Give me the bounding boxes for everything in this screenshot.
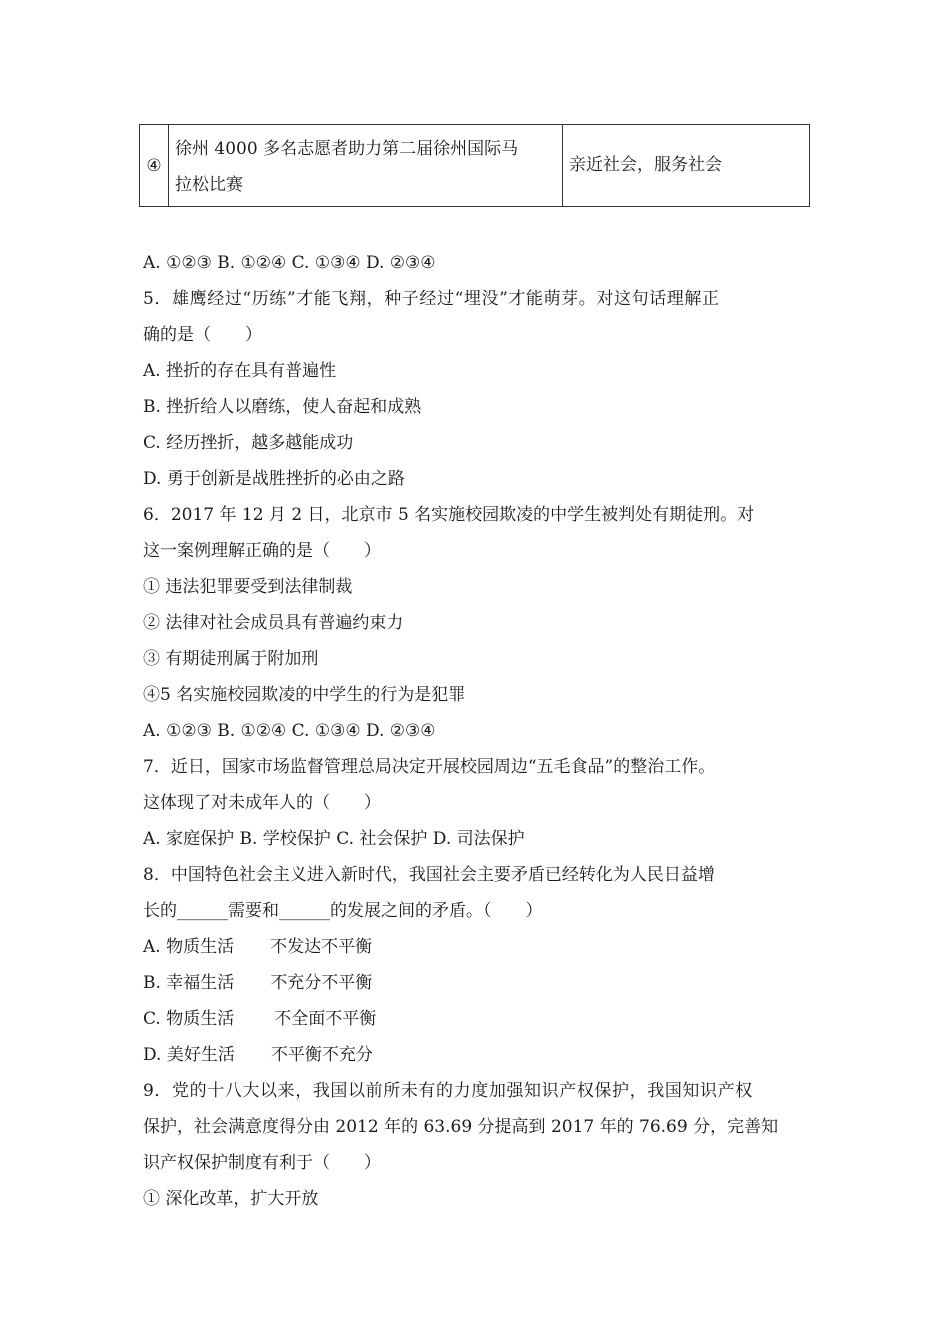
q5-stem-line-1: 5．雄鹰经过“历练”才能飞翔，种子经过“埋没”才能萌芽。对这句话理解正: [143, 289, 720, 309]
event-line-2: 拉松比赛: [175, 175, 243, 195]
q8-option-a-label: A. 物质生活: [143, 937, 235, 957]
q8-option-d-value: 不平衡不充分: [270, 1045, 373, 1065]
q5-stem-line-2: 确的是（ ）: [143, 325, 262, 345]
q5-option-c: C. 经历挫折，越多越能成功: [143, 433, 354, 453]
q5-option-a: A. 挫折的存在具有普遍性: [143, 361, 337, 381]
event-cell: [169, 125, 563, 206]
row-number: ④: [140, 125, 169, 206]
q4-answer-options: A. ①②③ B. ①②④ C. ①③④ D. ②③④: [143, 253, 436, 273]
q8-option-c-label: C. 物质生活: [143, 1009, 235, 1029]
q6-stem-line-1: 6．2017 年 12 月 2 日，北京市 5 名实施校园欺凌的中学生被判处有期徒刑。对: [143, 505, 755, 525]
q8-option-b-value: 不充分不平衡: [270, 973, 373, 993]
q5-option-b: B. 挫折给人以磨练，使人奋起和成熟: [143, 397, 422, 417]
q8-option-a-value: 不发达不平衡: [270, 937, 373, 957]
q8-option-b: [143, 972, 372, 994]
q9-stem-line-2: 保护，社会满意度得分由 2012 年的 63.69 分提高到 2017 年的 76.69 分，完善知: [143, 1117, 779, 1137]
q8-stem-line-1: 8．中国特色社会主义进入新时代，我国社会主要矛盾已经转化为人民日益增: [143, 865, 715, 885]
q7-stem-line-1: 7．近日，国家市场监督管理总局决定开展校园周边“五毛食品”的整治工作。: [143, 757, 716, 777]
q7-answer-options: A. 家庭保护 B. 学校保护 C. 社会保护 D. 司法保护: [143, 829, 525, 849]
q8-option-a: [143, 936, 372, 958]
q7-stem-line-2: 这体现了对未成年人的（ ）: [143, 793, 381, 813]
q9-stem-line-3: 识产权保护制度有利于（ ）: [143, 1153, 381, 1173]
q6-answer-options: A. ①②③ B. ①②④ C. ①③④ D. ②③④: [143, 721, 436, 741]
q6-statement-3: ③ 有期徒刑属于附加刑: [143, 649, 319, 669]
q9-stem-line-1: 9．党的十八大以来，我国以前所未有的力度加强知识产权保护，我国知识产权: [143, 1081, 753, 1101]
q8-option-b-label: B. 幸福生活: [143, 973, 235, 993]
q8-stem-line-2: 长的______需要和______的发展之间的矛盾。（ ）: [143, 901, 543, 921]
event-line-1: 徐州 4000 多名志愿者助力第二届徐州国际马: [175, 139, 519, 159]
q8-option-c: [143, 1008, 376, 1030]
q8-option-d: [143, 1044, 373, 1066]
q8-option-c-value: 不全面不平衡: [274, 1009, 377, 1029]
q6-statement-4: ④5 名实施校园欺凌的中学生的行为是犯罪: [143, 685, 466, 705]
q6-statement-2: ② 法律对社会成员具有普遍约束力: [143, 613, 404, 633]
q9-statement-1: ① 深化改革，扩大开放: [143, 1189, 319, 1209]
meaning-cell: 亲近社会，服务社会: [569, 155, 722, 175]
q5-option-d: D. 勇于创新是战胜挫折的必由之路: [143, 469, 405, 489]
q6-statement-1: ① 违法犯罪要受到法律制裁: [143, 577, 353, 597]
q8-option-d-label: D. 美好生活: [143, 1045, 235, 1065]
item-table: [139, 124, 810, 207]
q6-stem-line-2: 这一案例理解正确的是（ ）: [143, 541, 381, 561]
